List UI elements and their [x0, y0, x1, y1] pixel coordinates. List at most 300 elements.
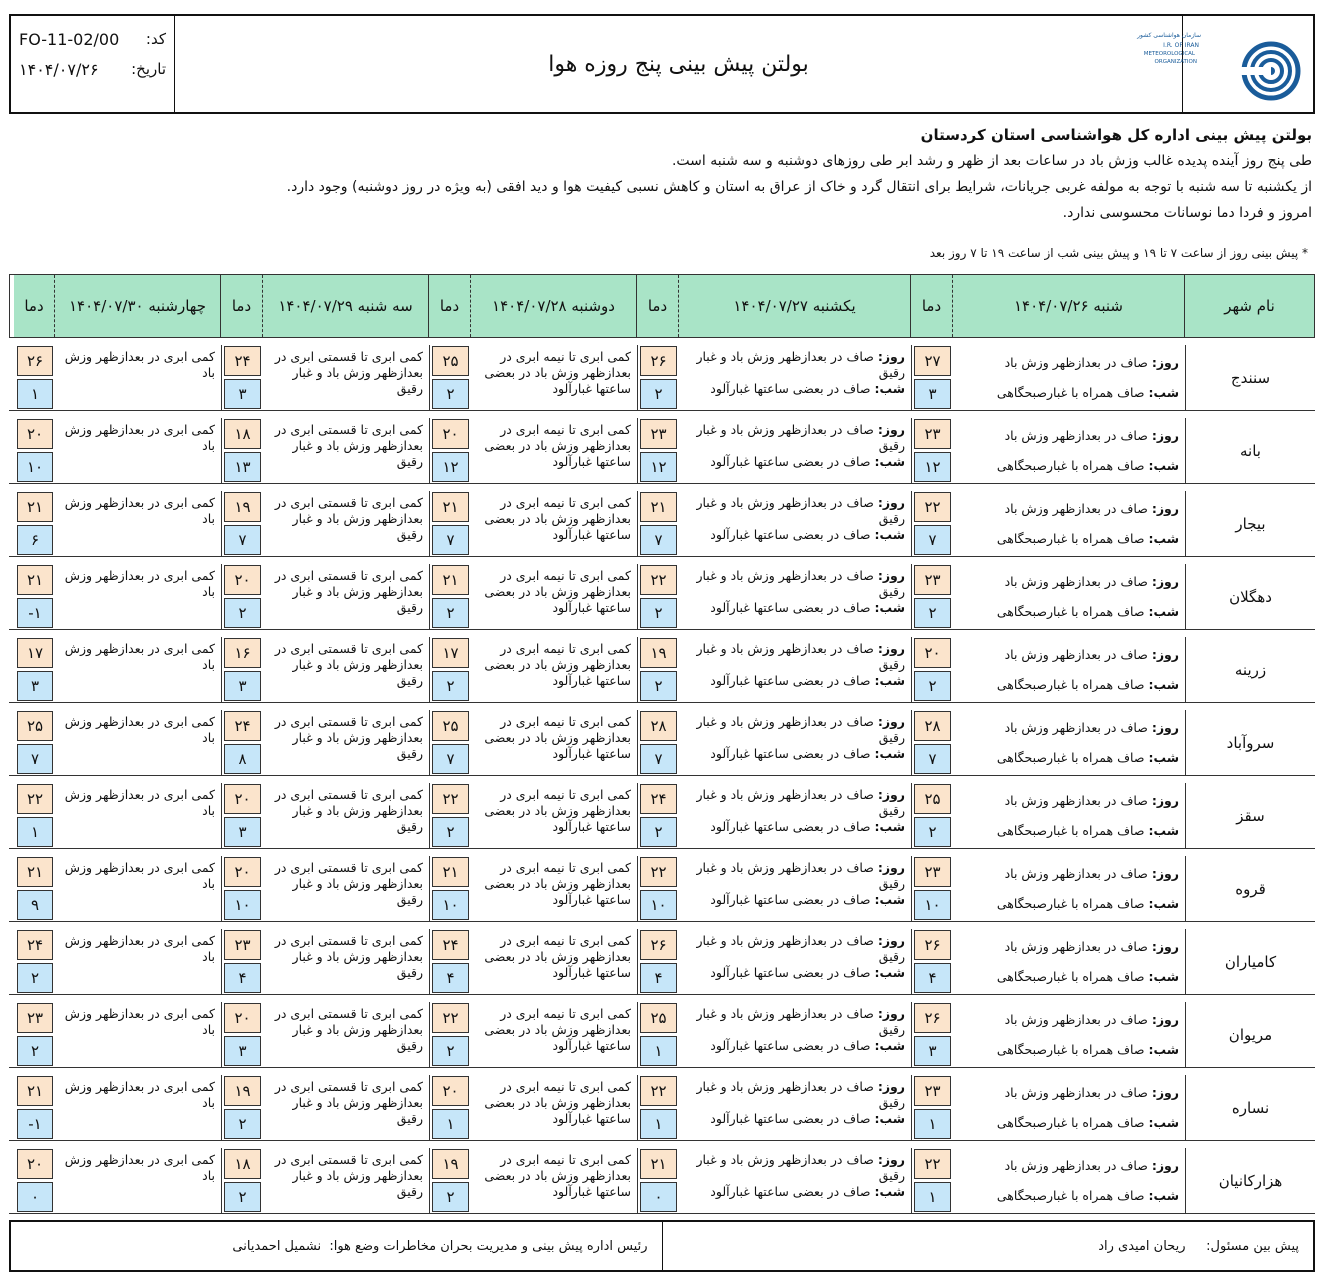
max-temp: ۲۸ — [914, 711, 951, 741]
night-description: صاف در بعضی ساعتها غبارآلود — [710, 381, 871, 396]
day-label: روز: — [1151, 1158, 1179, 1173]
max-temp: ۲۶ — [914, 930, 951, 960]
forecast-description — [263, 856, 429, 921]
min-temp: ۷ — [432, 744, 469, 774]
table-row — [9, 1075, 1315, 1141]
night-label: شب: — [1148, 531, 1179, 546]
city-name: نساره — [1185, 1075, 1315, 1140]
temperature-cell — [637, 1002, 679, 1067]
forecast-description — [263, 637, 429, 702]
min-temp: ۲ — [224, 1109, 261, 1139]
night-label: شب: — [874, 892, 905, 907]
forecast-period-note: * پیش بینی روز از ساعت ۷ تا ۱۹ و پیش بینی شب از ساعت ۱۹ تا ۷ روز بعد — [929, 246, 1308, 260]
min-temp: ۷ — [640, 744, 677, 774]
temperature-cell — [221, 710, 263, 775]
forecast-description — [55, 491, 221, 556]
temperature-cell — [911, 345, 953, 410]
table-row — [9, 345, 1315, 411]
min-temp: ۱ — [640, 1036, 677, 1066]
max-temp: ۲۳ — [914, 565, 951, 595]
min-temp: ۲ — [640, 379, 677, 409]
max-temp: ۲۰ — [224, 565, 261, 595]
night-label: شب: — [874, 600, 905, 615]
min-temp: ۱ — [432, 1109, 469, 1139]
min-temp: ۲ — [640, 817, 677, 847]
day-label: روز: — [1151, 355, 1179, 370]
forecast-description — [953, 345, 1185, 410]
temp-column-header: دما — [910, 275, 952, 337]
min-temp: ۱۰ — [224, 890, 261, 920]
max-temp: ۲۲ — [17, 784, 53, 814]
night-label: شب: — [874, 381, 905, 396]
day-description: صاف در بعدازظهر وزش باد و غبار رقیق — [696, 349, 905, 380]
temperature-cell — [429, 1002, 471, 1067]
min-temp: ۱۰ — [640, 890, 677, 920]
city-name: سنندج — [1185, 345, 1315, 410]
max-temp: ۲۳ — [224, 930, 261, 960]
min-temp: ۲ — [432, 817, 469, 847]
table-row — [9, 491, 1315, 557]
day-description: صاف در بعدازظهر وزش باد و غبار رقیق — [696, 787, 905, 818]
forecaster-name: ریحان امیدی راد — [1098, 1238, 1186, 1254]
max-temp: ۲۵ — [640, 1003, 677, 1033]
temperature-cell — [911, 1002, 953, 1067]
day-description: کمی ابری تا قسمتی ابری در بعدازظهر وزش باد و غبار رقیق — [274, 1079, 423, 1126]
forecast-description — [953, 1148, 1185, 1213]
day-label: روز: — [1151, 574, 1179, 589]
forecast-description — [55, 1075, 221, 1140]
temperature-cell — [429, 1148, 471, 1213]
forecast-description — [55, 783, 221, 848]
min-temp: ۱۰ — [914, 890, 951, 920]
day-column-header: شنبه ۱۴۰۴/۰۷/۲۶ — [952, 275, 1184, 337]
temperature-cell — [15, 491, 55, 556]
forecast-description — [263, 1002, 429, 1067]
day-label: روز: — [877, 860, 905, 875]
temp-column-header: دما — [428, 275, 470, 337]
day-label: روز: — [1151, 428, 1179, 443]
day-description: کمی ابری تا قسمتی ابری در بعدازظهر وزش باد و غبار رقیق — [274, 714, 423, 761]
max-temp: ۲۱ — [17, 565, 53, 595]
min-temp: ۲ — [914, 671, 951, 701]
temperature-cell — [637, 1075, 679, 1140]
night-description: صاف همراه با غبارصبحگاهی — [996, 750, 1145, 765]
day-description: صاف در بعدازظهر وزش باد و غبار رقیق — [696, 1152, 905, 1183]
day-description: کمی ابری در بعدازظهر وزش باد — [64, 495, 215, 526]
min-temp: ۱۲ — [914, 452, 951, 482]
forecast-description — [953, 564, 1185, 629]
night-description: صاف همراه با غبارصبحگاهی — [996, 896, 1145, 911]
night-description: صاف همراه با غبارصبحگاهی — [996, 1188, 1145, 1203]
temperature-cell — [911, 783, 953, 848]
day-description: کمی ابری در بعدازظهر وزش باد — [64, 1152, 215, 1183]
forecast-description — [953, 929, 1185, 994]
max-temp: ۱۶ — [224, 638, 261, 668]
temperature-cell — [221, 637, 263, 702]
temperature-cell — [15, 1075, 55, 1140]
min-temp: ۴ — [432, 963, 469, 993]
max-temp: ۲۲ — [432, 1003, 469, 1033]
day-description: کمی ابری تا قسمتی ابری در بعدازظهر وزش باد و غبار رقیق — [274, 787, 423, 834]
max-temp: ۲۶ — [914, 1003, 951, 1033]
day-description: کمی ابری تا قسمتی ابری در بعدازظهر وزش باد و غبار رقیق — [274, 641, 423, 688]
min-temp: ۱ — [17, 817, 53, 847]
max-temp: ۲۶ — [640, 346, 677, 376]
max-temp: ۲۵ — [432, 711, 469, 741]
temperature-cell — [911, 637, 953, 702]
max-temp: ۱۹ — [432, 1149, 469, 1179]
night-label: شب: — [1148, 750, 1179, 765]
day-description: صاف در بعدازظهر وزش باد و غبار رقیق — [696, 1079, 905, 1110]
night-label: شب: — [874, 965, 905, 980]
temperature-cell — [911, 418, 953, 483]
temperature-cell — [637, 418, 679, 483]
night-description: صاف همراه با غبارصبحگاهی — [996, 458, 1145, 473]
forecast-description — [679, 710, 911, 775]
day-description: کمی ابری تا قسمتی ابری در بعدازظهر وزش باد و غبار رقیق — [274, 860, 423, 907]
max-temp: ۲۲ — [432, 784, 469, 814]
temperature-cell — [15, 418, 55, 483]
min-temp: ۲ — [432, 379, 469, 409]
temperature-cell — [429, 929, 471, 994]
forecast-description — [679, 491, 911, 556]
max-temp: ۲۰ — [914, 638, 951, 668]
city-name: دهگلان — [1185, 564, 1315, 629]
max-temp: ۲۱ — [432, 565, 469, 595]
temperature-cell — [637, 783, 679, 848]
min-temp: ۲ — [17, 1036, 53, 1066]
max-temp: ۲۲ — [640, 857, 677, 887]
table-row — [9, 929, 1315, 995]
forecast-description — [471, 491, 637, 556]
min-temp: ۳ — [224, 671, 261, 701]
table-row — [9, 418, 1315, 484]
document-meta — [11, 16, 174, 112]
day-description: کمی ابری تا قسمتی ابری در بعدازظهر وزش باد و غبار رقیق — [274, 495, 423, 542]
day-description: صاف در بعدازظهر وزش باد و غبار رقیق — [696, 422, 905, 453]
day-description: صاف در بعدازظهر وزش باد — [1004, 793, 1148, 808]
temperature-cell — [637, 491, 679, 556]
day-description: صاف در بعدازظهر وزش باد — [1004, 1012, 1148, 1027]
night-description: صاف در بعضی ساعتها غبارآلود — [710, 892, 871, 907]
max-temp: ۲۲ — [640, 1076, 677, 1106]
temperature-cell — [221, 564, 263, 629]
temperature-cell — [15, 1148, 55, 1213]
day-label: روز: — [1151, 501, 1179, 516]
temp-column-header: دما — [636, 275, 678, 337]
forecast-description — [55, 345, 221, 410]
temperature-cell — [15, 783, 55, 848]
temperature-cell — [221, 1148, 263, 1213]
city-name: کامیاران — [1185, 929, 1315, 994]
table-row — [9, 856, 1315, 922]
min-temp: ۴ — [914, 963, 951, 993]
city-column-header: نام شهر — [1184, 275, 1314, 337]
night-label: شب: — [1148, 458, 1179, 473]
code-label: کد: — [145, 30, 166, 48]
temperature-cell — [637, 929, 679, 994]
min-temp: ۴ — [640, 963, 677, 993]
min-temp: ۶ — [17, 525, 53, 555]
day-label: روز: — [877, 349, 905, 364]
night-label: شب: — [1148, 969, 1179, 984]
day-description: صاف در بعدازظهر وزش باد و غبار رقیق — [696, 1006, 905, 1037]
forecast-description — [263, 345, 429, 410]
max-temp: ۲۲ — [914, 492, 951, 522]
logo — [1137, 16, 1313, 112]
night-label: شب: — [874, 1184, 905, 1199]
max-temp: ۲۳ — [914, 857, 951, 887]
day-description: کمی ابری در بعدازظهر وزش باد — [64, 714, 215, 745]
day-description: کمی ابری در بعدازظهر وزش باد — [64, 860, 215, 891]
day-label: روز: — [1151, 866, 1179, 881]
temp-column-header: دما — [14, 275, 54, 337]
temperature-cell — [15, 856, 55, 921]
min-temp: ۳ — [224, 379, 261, 409]
day-description: صاف در بعدازظهر وزش باد و غبار رقیق — [696, 860, 905, 891]
min-temp: ۷ — [17, 744, 53, 774]
city-name: بانه — [1185, 418, 1315, 483]
min-temp: ۲ — [640, 598, 677, 628]
min-temp: ۴ — [224, 963, 261, 993]
max-temp: ۱۷ — [17, 638, 53, 668]
temperature-cell — [637, 1148, 679, 1213]
min-temp: ۲ — [432, 671, 469, 701]
min-temp: ۳ — [914, 379, 951, 409]
min-temp: ۳ — [914, 1036, 951, 1066]
max-temp: ۲۳ — [914, 1076, 951, 1106]
forecast-description — [471, 856, 637, 921]
temperature-cell — [429, 1075, 471, 1140]
max-temp: ۲۲ — [640, 565, 677, 595]
intro-line: امروز و فردا دما نوسانات محسوسی ندارد. — [1062, 205, 1312, 221]
night-label: شب: — [1148, 677, 1179, 692]
max-temp: ۱۸ — [224, 419, 261, 449]
day-description: کمی ابری تا نیمه ابری در بعدازظهر وزش باد در بعضی ساعتها غبارآلود — [484, 1152, 631, 1199]
temperature-cell — [637, 564, 679, 629]
min-temp: ۱۰ — [432, 890, 469, 920]
max-temp: ۲۵ — [914, 784, 951, 814]
day-description: صاف در بعدازظهر وزش باد و غبار رقیق — [696, 714, 905, 745]
head-name: نشمیل احمدیانی — [232, 1238, 322, 1254]
night-description: صاف در بعضی ساعتها غبارآلود — [710, 746, 871, 761]
max-temp: ۲۸ — [640, 711, 677, 741]
day-column-header: دوشنبه ۱۴۰۴/۰۷/۲۸ — [470, 275, 636, 337]
city-name: هزارکانیان — [1185, 1148, 1315, 1213]
temperature-cell — [911, 1075, 953, 1140]
city-name: سروآباد — [1185, 710, 1315, 775]
day-description: کمی ابری تا نیمه ابری در بعدازظهر وزش باد در بعضی ساعتها غبارآلود — [484, 641, 631, 688]
forecast-description — [55, 856, 221, 921]
max-temp: ۲۱ — [640, 1149, 677, 1179]
forecast-description — [471, 637, 637, 702]
day-description: صاف در بعدازظهر وزش باد و غبار رقیق — [696, 641, 905, 672]
min-temp: ۲ — [432, 1182, 469, 1212]
forecast-description — [471, 929, 637, 994]
max-temp: ۲۶ — [17, 346, 53, 376]
night-description: صاف همراه با غبارصبحگاهی — [996, 531, 1145, 546]
temperature-cell — [221, 1075, 263, 1140]
min-temp: ۱۲ — [640, 452, 677, 482]
forecast-description — [55, 564, 221, 629]
forecast-description — [953, 418, 1185, 483]
day-description: کمی ابری در بعدازظهر وزش باد — [64, 1079, 215, 1110]
max-temp: ۱۸ — [224, 1149, 261, 1179]
min-temp: ۳ — [224, 817, 261, 847]
forecast-description — [263, 710, 429, 775]
day-column-header: چهارشنبه ۱۴۰۴/۰۷/۳۰ — [54, 275, 220, 337]
forecast-description — [679, 564, 911, 629]
day-description: صاف در بعدازظهر وزش باد — [1004, 720, 1148, 735]
temp-column-header: دما — [220, 275, 262, 337]
forecast-description — [471, 783, 637, 848]
night-description: صاف همراه با غبارصبحگاهی — [996, 1042, 1145, 1057]
temperature-cell — [911, 710, 953, 775]
temperature-cell — [15, 710, 55, 775]
forecast-description — [471, 1075, 637, 1140]
city-name: بیجار — [1185, 491, 1315, 556]
day-description: کمی ابری در بعدازظهر وزش باد — [64, 422, 215, 453]
max-temp: ۲۰ — [432, 1076, 469, 1106]
night-description: صاف همراه با غبارصبحگاهی — [996, 385, 1145, 400]
day-description: کمی ابری تا قسمتی ابری در بعدازظهر وزش باد و غبار رقیق — [274, 1006, 423, 1053]
day-label: روز: — [1151, 1012, 1179, 1027]
min-temp: ۱ — [914, 1182, 951, 1212]
forecast-description — [471, 1002, 637, 1067]
day-label: روز: — [877, 1152, 905, 1167]
night-description: صاف همراه با غبارصبحگاهی — [996, 823, 1145, 838]
day-description: کمی ابری تا نیمه ابری در بعدازظهر وزش باد در بعضی ساعتها غبارآلود — [484, 787, 631, 834]
day-column-header: یکشنبه ۱۴۰۴/۰۷/۲۷ — [678, 275, 910, 337]
day-description: کمی ابری تا قسمتی ابری در بعدازظهر وزش باد و غبار رقیق — [274, 568, 423, 615]
temperature-cell — [637, 856, 679, 921]
city-name: زرینه — [1185, 637, 1315, 702]
temperature-cell — [429, 710, 471, 775]
forecast-description — [953, 1002, 1185, 1067]
min-temp: ۲ — [432, 1036, 469, 1066]
night-label: شب: — [874, 527, 905, 542]
max-temp: ۲۰ — [17, 419, 53, 449]
forecast-description — [953, 637, 1185, 702]
day-description: کمی ابری تا قسمتی ابری در بعدازظهر وزش باد و غبار رقیق — [274, 349, 423, 396]
day-description: کمی ابری تا نیمه ابری در بعدازظهر وزش باد در بعضی ساعتها غبارآلود — [484, 714, 631, 761]
min-temp: ۱۲ — [432, 452, 469, 482]
temperature-cell — [637, 710, 679, 775]
temperature-cell — [15, 1002, 55, 1067]
temperature-cell — [911, 491, 953, 556]
table-row — [9, 564, 1315, 630]
temperature-cell — [911, 856, 953, 921]
temperature-cell — [911, 1148, 953, 1213]
max-temp: ۲۰ — [224, 1003, 261, 1033]
min-temp: ۷ — [224, 525, 261, 555]
temperature-cell — [15, 929, 55, 994]
min-temp: ۲ — [640, 671, 677, 701]
forecast-description — [679, 783, 911, 848]
max-temp: ۲۶ — [640, 930, 677, 960]
night-description: صاف در بعضی ساعتها غبارآلود — [710, 965, 871, 980]
day-label: روز: — [877, 641, 905, 656]
day-description: کمی ابری تا قسمتی ابری در بعدازظهر وزش باد و غبار رقیق — [274, 422, 423, 469]
night-label: شب: — [1148, 385, 1179, 400]
forecast-description — [55, 637, 221, 702]
day-label: روز: — [877, 495, 905, 510]
svg-text:METEOROLOGICAL: METEOROLOGICAL — [1143, 51, 1195, 57]
night-label: شب: — [874, 1111, 905, 1126]
temperature-cell — [221, 783, 263, 848]
forecast-description — [263, 783, 429, 848]
day-description: کمی ابری در بعدازظهر وزش باد — [64, 349, 215, 380]
night-description: صاف در بعضی ساعتها غبارآلود — [710, 673, 871, 688]
forecast-table — [9, 274, 1315, 1214]
forecast-description — [263, 418, 429, 483]
head-block — [11, 1222, 662, 1270]
day-description: کمی ابری در بعدازظهر وزش باد — [64, 641, 215, 672]
temperature-cell — [429, 856, 471, 921]
night-label: شب: — [1148, 1115, 1179, 1130]
day-label: روز: — [1151, 793, 1179, 808]
day-description: کمی ابری تا نیمه ابری در بعدازظهر وزش باد در بعضی ساعتها غبارآلود — [484, 933, 631, 980]
min-temp: ۱۰ — [17, 452, 53, 482]
night-label: شب: — [1148, 823, 1179, 838]
night-description: صاف در بعضی ساعتها غبارآلود — [710, 454, 871, 469]
max-temp: ۲۱ — [432, 857, 469, 887]
min-temp: ۲ — [914, 817, 951, 847]
night-label: شب: — [1148, 604, 1179, 619]
max-temp: ۲۷ — [914, 346, 951, 376]
max-temp: ۲۵ — [432, 346, 469, 376]
day-description: صاف در بعدازظهر وزش باد — [1004, 939, 1148, 954]
forecast-description — [471, 418, 637, 483]
day-description: کمی ابری تا نیمه ابری در بعدازظهر وزش باد در بعضی ساعتها غبارآلود — [484, 1006, 631, 1053]
max-temp: ۲۴ — [432, 930, 469, 960]
day-description: صاف در بعدازظهر وزش باد — [1004, 1158, 1148, 1173]
day-label: روز: — [877, 1079, 905, 1094]
forecast-description — [263, 1075, 429, 1140]
forecast-description — [679, 1075, 911, 1140]
max-temp: ۲۱ — [640, 492, 677, 522]
min-temp: ۲ — [17, 963, 53, 993]
temperature-cell — [429, 783, 471, 848]
day-description: صاف در بعدازظهر وزش باد و غبار رقیق — [696, 495, 905, 526]
forecast-description — [55, 418, 221, 483]
date-value: ۱۴۰۴/۰۷/۲۶ — [19, 59, 99, 79]
night-label: شب: — [1148, 896, 1179, 911]
forecast-description — [953, 856, 1185, 921]
max-temp: ۲۵ — [17, 711, 53, 741]
night-label: شب: — [1148, 1188, 1179, 1203]
min-temp: ۹ — [17, 890, 53, 920]
intro-line: طی پنج روز آینده پدیده غالب وزش باد در ساعات بعد از ظهر و رشد ابر طی روزهای دوشنبه و سه شنبه است. — [671, 153, 1312, 169]
max-temp: ۲۳ — [914, 419, 951, 449]
max-temp: ۲۴ — [640, 784, 677, 814]
day-description: کمی ابری در بعدازظهر وزش باد — [64, 933, 215, 964]
temperature-cell — [911, 929, 953, 994]
min-temp: ۲ — [224, 598, 261, 628]
min-temp: ۳ — [224, 1036, 261, 1066]
forecast-description — [471, 564, 637, 629]
day-description: صاف در بعدازظهر وزش باد و غبار رقیق — [696, 933, 905, 964]
table-row — [9, 710, 1315, 776]
max-temp: ۲۰ — [224, 784, 261, 814]
date-label: تاریخ: — [131, 60, 166, 78]
night-description: صاف در بعضی ساعتها غبارآلود — [710, 527, 871, 542]
temperature-cell — [429, 637, 471, 702]
city-name: مریوان — [1185, 1002, 1315, 1067]
day-description: کمی ابری تا قسمتی ابری در بعدازظهر وزش باد و غبار رقیق — [274, 933, 423, 980]
day-description: صاف در بعدازظهر وزش باد — [1004, 574, 1148, 589]
intro-line: از یکشنبه تا سه شنبه با توجه به مولفه غربی جریانات، شرایط برای انتقال گرد و خاک از عراق به استان و کاهش نسبی کیفیت هوا و دید افقی (به ویژه در روز دوشنبه) وجود دارد. — [286, 179, 1312, 195]
